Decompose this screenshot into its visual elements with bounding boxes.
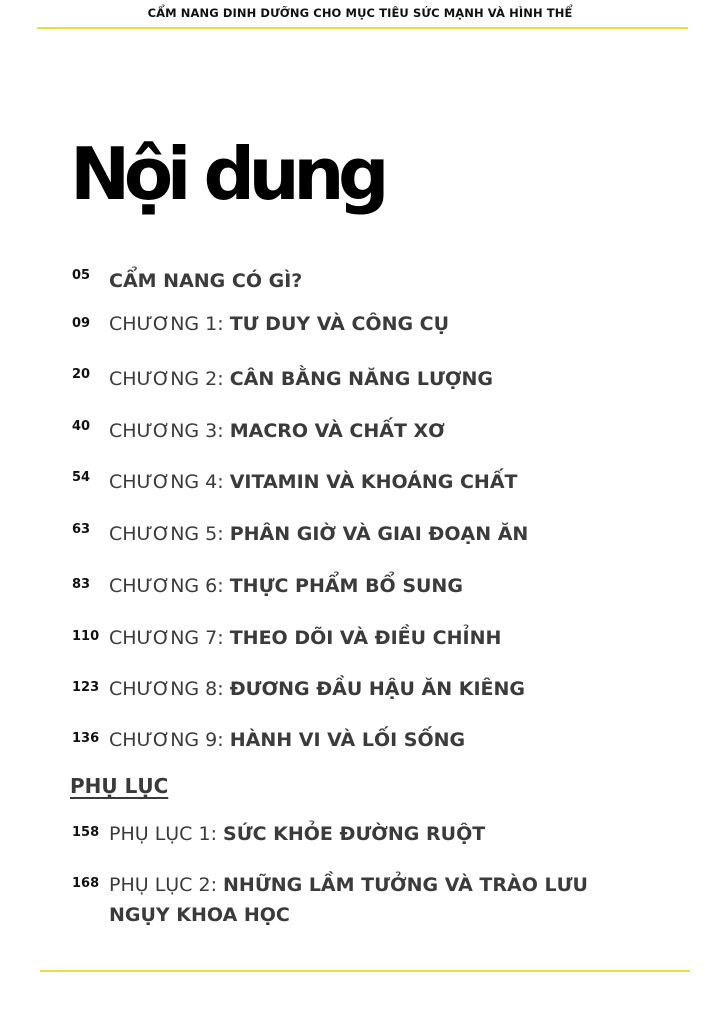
- toc-entry-title: [109, 819, 669, 849]
- toc-entry-title: [109, 519, 669, 549]
- toc-prefix: CHƯƠNG 7:: [109, 627, 230, 649]
- toc-entry-title: [109, 725, 669, 755]
- toc-entry-title: [109, 309, 669, 339]
- toc-page-number: 54: [72, 470, 91, 485]
- toc-title-text: CẨM NANG CÓ GÌ?: [109, 270, 303, 292]
- toc-prefix: CHƯƠNG 1:: [109, 313, 230, 335]
- toc-title-text: THỰC PHẨM BỔ SUNG: [229, 575, 463, 597]
- toc-prefix: CHƯƠNG 6:: [109, 575, 230, 597]
- toc-prefix: CHƯƠNG 8:: [109, 678, 230, 700]
- toc-page-number: 158: [72, 825, 100, 840]
- toc-title-text: HÀNH VI VÀ LỐI SỐNG: [229, 729, 466, 751]
- toc-page-number: 40: [72, 419, 91, 434]
- toc-prefix: PHỤ LỤC 1:: [109, 823, 224, 845]
- toc-page-number: 136: [72, 731, 100, 746]
- toc-entry-title: [109, 870, 649, 930]
- toc-title-text: TƯ DUY VÀ CÔNG CỤ: [229, 313, 450, 335]
- toc-prefix: CHƯƠNG 4:: [109, 471, 230, 493]
- toc-page-number: 09: [72, 316, 91, 331]
- toc-page-number: 83: [72, 577, 91, 592]
- footer-divider: [40, 970, 690, 972]
- page-title: Nội dung: [70, 132, 384, 216]
- toc-title-text: PHÂN GIỜ VÀ GIAI ĐOẠN ĂN: [229, 523, 529, 545]
- toc-entry-title: [109, 416, 669, 446]
- toc-title-text: THEO DÕI VÀ ĐIỀU CHỈNH: [229, 627, 502, 649]
- toc-title-text: CÂN BẰNG NĂNG LƯỢNG: [229, 368, 493, 390]
- toc-entry-title: [109, 623, 669, 653]
- toc-page-number: 20: [72, 367, 91, 382]
- toc-prefix: CHƯƠNG 5:: [109, 523, 230, 545]
- toc-page-number: 168: [72, 876, 100, 891]
- toc-prefix: CHƯƠNG 9:: [109, 729, 230, 751]
- toc-prefix: PHỤ LỤC 2:: [109, 874, 224, 896]
- toc-page-number: 123: [72, 680, 100, 695]
- toc-title-text: SỨC KHỎE ĐƯỜNG RUỘT: [223, 823, 486, 845]
- running-header: CẨM NANG DINH DƯỠNG CHO MỤC TIÊU SỨC MẠNH VÀ HÌNH THỂ: [147, 6, 573, 20]
- toc-entry-title: [109, 266, 669, 296]
- toc-page-number: 63: [72, 522, 91, 537]
- toc-entry-title: [109, 674, 669, 704]
- header-divider: [37, 27, 688, 29]
- toc-entry-title: [109, 571, 669, 601]
- toc-prefix: CHƯƠNG 3:: [109, 420, 230, 442]
- toc-entry-title: [109, 467, 669, 497]
- toc-title-text: NHỮNG LẦM TƯỞNG VÀ TRÀO LƯU NGỤY KHOA HỌC: [109, 874, 588, 926]
- toc-title-text: VITAMIN VÀ KHOÁNG CHẤT: [229, 471, 518, 493]
- appendix-heading[interactable]: PHỤ LỤC: [70, 774, 169, 798]
- toc-title-text: ĐƯƠNG ĐẦU HẬU ĂN KIÊNG: [229, 678, 526, 700]
- toc-page-number: 05: [72, 268, 91, 283]
- toc-title-text: MACRO VÀ CHẤT XƠ: [229, 420, 445, 442]
- toc-entry-title: [109, 364, 669, 394]
- toc-prefix: CHƯƠNG 2:: [109, 368, 230, 390]
- toc-page-number: 110: [72, 629, 100, 644]
